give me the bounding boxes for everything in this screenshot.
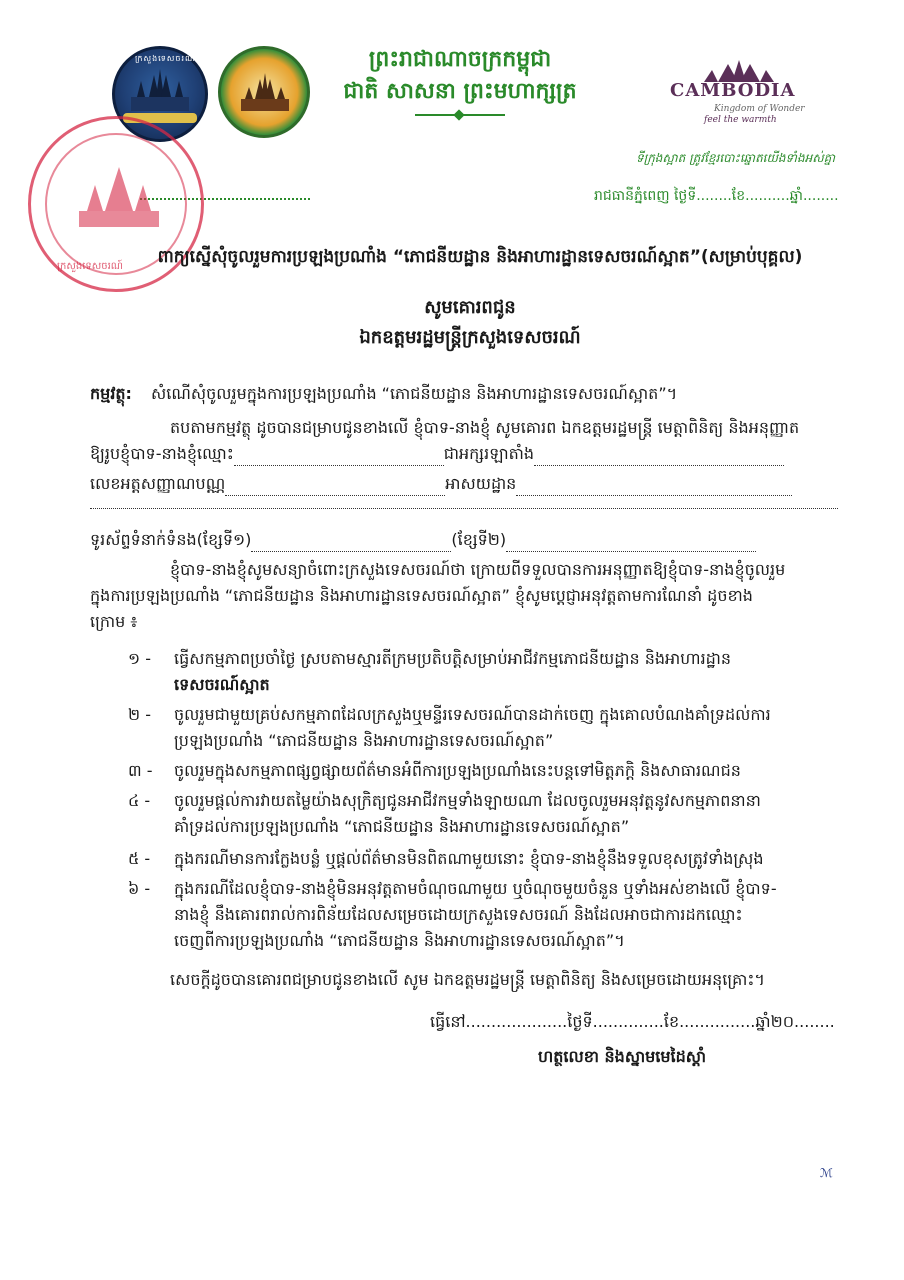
item-text-line-1: ចូលរួមក្នុងសកម្មភាពផ្សព្វផ្សាយព័ត៌មានអំពីការប្រឡងប្រណាំងនេះបន្តទៅមិត្តភក្តិ និងសាធារណជន xyxy=(174,761,741,780)
ministry-logo-text: ក្រសួងទេសចរណ៍ xyxy=(135,54,196,63)
kingdom-line-1: ព្រះរាជាណាចក្រកម្ពុជា xyxy=(368,47,552,72)
item-text-line-2: ប្រឡងប្រណាំង “ភោជនីយដ្ឋាន និងអាហារដ្ឋានទេសចរណ៍ស្អាត” xyxy=(174,731,554,750)
signing-date-line: ធ្វើនៅ....................ថ្ងៃទី..............ខែ...............ឆ្នាំ២០........ xyxy=(430,1012,835,1031)
item-text-line-1: ធ្វើសកម្មភាពប្រចាំថ្ងៃ ស្របតាមស្មារតីក្រមប្រតិបត្តិសម្រាប់អាជីវកម្មភោជនីយដ្ឋាន និងអាហារដ្ឋាន xyxy=(174,649,732,668)
corner-handwritten-mark: ℳ xyxy=(820,1166,833,1180)
stamp-text: ក្រសួងទេសចរណ៍ xyxy=(57,261,123,272)
closing-paragraph: សេចក្តីដូចបានគោរពជម្រាបជូនខាងលើ សូម ឯកឧត្តមរដ្ឋមន្ត្រី មេត្តាពិនិត្យ និងសម្រេចដោយអនុគ្រោះ។ xyxy=(170,970,765,989)
address-label: អាសយដ្ឋាន xyxy=(445,474,517,493)
latin-name-field[interactable] xyxy=(534,465,784,466)
commitment-item-5 xyxy=(128,846,848,872)
commitment-line-1: ខ្ញុំបាទ-នាងខ្ញុំសូមសន្យាចំពោះក្រសួងទេសចរណ៍ថា ក្រោយពីទទួលបានការអនុញ្ញាតឱ្យខ្ញុំបាទ-នាងខ្ញុំចូលរួម xyxy=(170,560,786,579)
subject-label: កម្មវត្ថុ: xyxy=(90,384,132,403)
commitment-item-3 xyxy=(128,758,848,784)
item-text-line-3: ចេញពីការប្រឡងប្រណាំង “ភោជនីយដ្ឋាន និងអាហារដ្ឋានទេសចរណ៍ស្អាត”។ xyxy=(174,931,625,950)
item-number: ២ - xyxy=(128,705,151,724)
recipient-line-2: ឯកឧត្តមរដ្ឋមន្ត្រីក្រសួងទេសចរណ៍ xyxy=(359,327,581,348)
cambodia-kingdom-of-wonder-logo xyxy=(670,60,810,132)
motto-ornament xyxy=(415,114,505,116)
commitment-line-3: ក្រោម ៖ xyxy=(90,612,138,631)
item-number: ៦ - xyxy=(128,879,151,898)
item-text-line-1: ចូលរួមផ្តល់ការវាយតម្លៃយ៉ាងសុក្រិត្យជូនអាជីវកម្មទាំងឡាយណា ដែលចូលរួមអនុវត្តនូវសកម្មភាពនានា xyxy=(174,791,761,810)
intro-line-2 xyxy=(90,442,850,466)
phone-line xyxy=(90,528,850,552)
address-field[interactable] xyxy=(516,495,792,496)
commitment-item-1 xyxy=(128,646,848,698)
commitment-item-6 xyxy=(128,876,848,954)
intro-line-1: តបតាមកម្មវត្ថុ ដូចបានជម្រាបជូនខាងលើ ខ្ញុំបាទ-នាងខ្ញុំ សូមគោរព ឯកឧត្តមរដ្ឋមន្ត្រី មេត្តាពិនិត្យ និងអនុញ្ញាត xyxy=(170,418,800,437)
temple-silhouette-icon xyxy=(704,60,774,82)
signature-label: ហត្ថលេខា និងស្នាមមេដៃស្តាំ xyxy=(538,1047,707,1066)
commitment-item-2 xyxy=(128,702,848,754)
commitment-line-2: ក្នុងការប្រឡងប្រណាំង “ភោជនីយដ្ឋាន និងអាហារដ្ឋានទេសចរណ៍ស្អាត” ខ្ញុំសូមប្តេជ្ញាអនុវត្តតាមការណែនាំ ដូចខាង xyxy=(90,586,753,605)
item-text-line-2: នាងខ្ញុំ នឹងគោរពរាល់ការពិន័យដែលសម្រេចដោយក្រសួងទេសចរណ៍ និងដែលអាចជាការដកឈ្មោះ xyxy=(174,905,743,924)
kingdom-line-2: ជាតិ សាសនា ព្រះមហាក្សត្រ xyxy=(343,78,577,104)
item-number: ១ - xyxy=(128,649,151,668)
item-text-line-1: ក្នុងករណីមានការក្លែងបន្លំ ឬផ្តល់ព័ត៌មានមិនពិតណាមួយនោះ ខ្ញុំបាទ-នាងខ្ញុំនឹងទទួលខុសត្រូវទាំងស្រុង xyxy=(174,849,764,868)
kingdom-motto xyxy=(320,44,600,116)
phone-2-field[interactable] xyxy=(506,551,756,552)
document-title: ពាក្យស្នើសុំចូលរួមការប្រឡងប្រណាំង “ភោជនីយដ្ឋាន និងអាហារដ្ឋានទេសចរណ៍ស្អាត”(សម្រាប់បុគ្គល) xyxy=(157,247,803,267)
header-slogan: ទីក្រុងស្អាត ត្រូវខ្មែរបោះឆ្នោតយើងទាំងអស់គ្នា xyxy=(636,151,836,165)
commitment-item-4 xyxy=(128,788,848,840)
stamp-temple-icon xyxy=(79,167,159,227)
subject-line xyxy=(90,382,850,406)
cambodia-tagline-1: Kingdom of Wonder xyxy=(714,104,805,114)
clean-restaurant-award-logo xyxy=(218,46,310,138)
temple-icon xyxy=(241,71,289,111)
header-dateline: រាជធានីភ្នំពេញ ថ្ងៃទី........ខែ..........ឆ្នាំ........ xyxy=(594,188,839,204)
latin-name-label: ជាអក្សរឡាតាំង xyxy=(443,444,535,463)
item-text-line-1: ក្នុងករណីដែលខ្ញុំបាទ-នាងខ្ញុំមិនអនុវត្តតាមចំណុចណាមួយ ឬចំណុចមួយចំនួន ឬទាំងអស់ខាងលើ ខ្ញុំបាទ- xyxy=(174,879,777,898)
id-card-field[interactable] xyxy=(225,495,445,496)
item-text-line-2: ទេសចរណ៍ស្អាត xyxy=(174,675,270,694)
item-number: ៥ - xyxy=(128,849,151,868)
recipient-line-1: សូមគោរពជូន xyxy=(424,297,516,318)
phone-1-field[interactable] xyxy=(251,551,451,552)
cambodia-wordmark: CAMBODIA xyxy=(670,80,796,101)
name-field[interactable] xyxy=(234,465,444,466)
angkor-wat-icon xyxy=(131,67,189,111)
id-address-line xyxy=(90,472,850,496)
item-number: ៤ - xyxy=(128,791,151,810)
phone-1-label: ទូរស័ព្ទទំនាក់ទំនង(ខ្សែទី១) xyxy=(90,530,252,549)
cambodia-tagline-2: feel the warmth xyxy=(704,115,777,125)
id-card-label: លេខអត្តសញ្ញាណបណ្ណ xyxy=(90,474,226,493)
item-text-line-1: ចូលរួមជាមួយគ្រប់សកម្មភាពដែលក្រសួងឬមន្ទីរទេសចរណ៍បានដាក់ចេញ ក្នុងគោលបំណងគាំទ្រដល់ការ xyxy=(174,705,771,724)
subject-text: សំណើសុំចូលរួមក្នុងការប្រឡងប្រណាំង “ភោជនីយដ្ឋាន និងអាហារដ្ឋានទេសចរណ៍ស្អាត”។ xyxy=(151,384,678,403)
item-text-line-2: គាំទ្រដល់ការប្រឡងប្រណាំង “ភោជនីយដ្ឋាន និងអាហារដ្ឋានទេសចរណ៍ស្អាត” xyxy=(174,817,630,836)
item-number: ៣ - xyxy=(128,761,153,780)
address-continuation-field[interactable] xyxy=(90,508,838,509)
phone-2-label: (ខ្សែទី២) xyxy=(451,530,507,549)
name-label: ឱ្យរូបខ្ញុំបាទ-នាងខ្ញុំឈ្មោះ xyxy=(90,444,234,463)
